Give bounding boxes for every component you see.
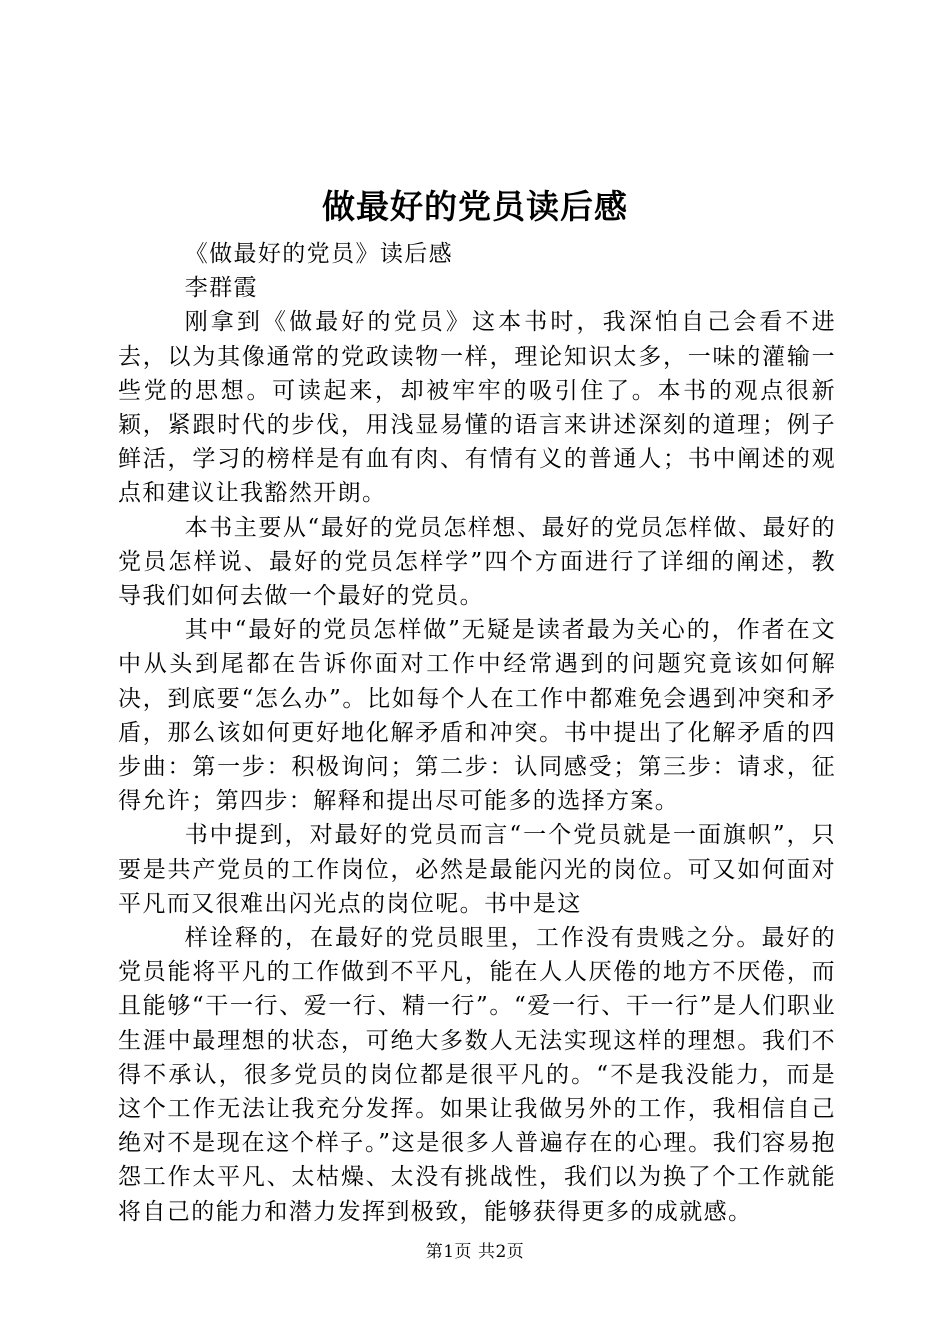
document-body xyxy=(118,237,836,1229)
body-paragraph: 本书主要从“最好的党员怎样想、最好的党员怎样做、最好的党员怎样说、最好的党员怎样学”四个方面进行了详细的阐述，教导我们如何去做一个最好的党员。 xyxy=(118,514,836,610)
body-paragraph: 书中提到，对最好的党员而言“一个党员就是一面旗帜”，只要是共产党员的工作岗位，必然是最能闪光的岗位。可又如何面对平凡而又很难出闪光点的岗位呢。书中是这 xyxy=(118,822,836,917)
document-title: 做最好的党员读后感 xyxy=(322,187,628,226)
subtitle-paragraph: 《做最好的党员》读后感 xyxy=(184,241,454,267)
author-paragraph: 李群霞 xyxy=(184,275,258,302)
body-paragraph: 刚拿到《做最好的党员》这本书时，我深怕自己会看不进去，以为其像通常的党政读物一样，理论知识太多，一味的灌输一些党的思想。可读起来，却被牢牢的吸引住了。本书的观点很新颖，紧跟时代的步伐，用浅显易懂的语言来讲述深刻的道理；例子鲜活，学习的榜样是有血有肉、有情有义的普通人；书中阐述的观点和建议让我豁然开朗。 xyxy=(118,309,836,507)
body-paragraph: 其中“最好的党员怎样做”无疑是读者最为关心的，作者在文中从头到尾都在告诉你面对工作中经常遇到的问题究竟该如何解决，到底要“怎么办”。比如每个人在工作中都难免会遇到冲突和矛盾，那么该如何更好地化解矛盾和冲突。书中提出了化解矛盾的四步曲：第一步：积极询问；第二步：认同感受；第三步：请求，征得允许；第四步：解释和提出尽可能多的选择方案。 xyxy=(118,617,836,815)
page-footer: 第1页 共2页 xyxy=(425,1242,525,1262)
body-paragraph: 样诠释的，在最好的党员眼里，工作没有贵贱之分。最好的党员能将平凡的工作做到不平凡，能在人人厌倦的地方不厌倦，而且能够“干一行、爱一行、精一行”。“爱一行、干一行”是人们职业生涯中最理想的状态，可绝大多数人无法实现这样的理想。我们不得不承认，很多党员的岗位都是很平凡的。“不是我没能力，而是这个工作无法让我充分发挥。如果让我做另外的工作，我相信自己绝对不是现在这个样子。”这是很多人普遍存在的心理。我们容易抱怨工作太平凡、太枯燥、太没有挑战性，我们以为换了个工作就能将自己的能力和潜力发挥到极致，能够获得更多的成就感。 xyxy=(118,925,836,1225)
